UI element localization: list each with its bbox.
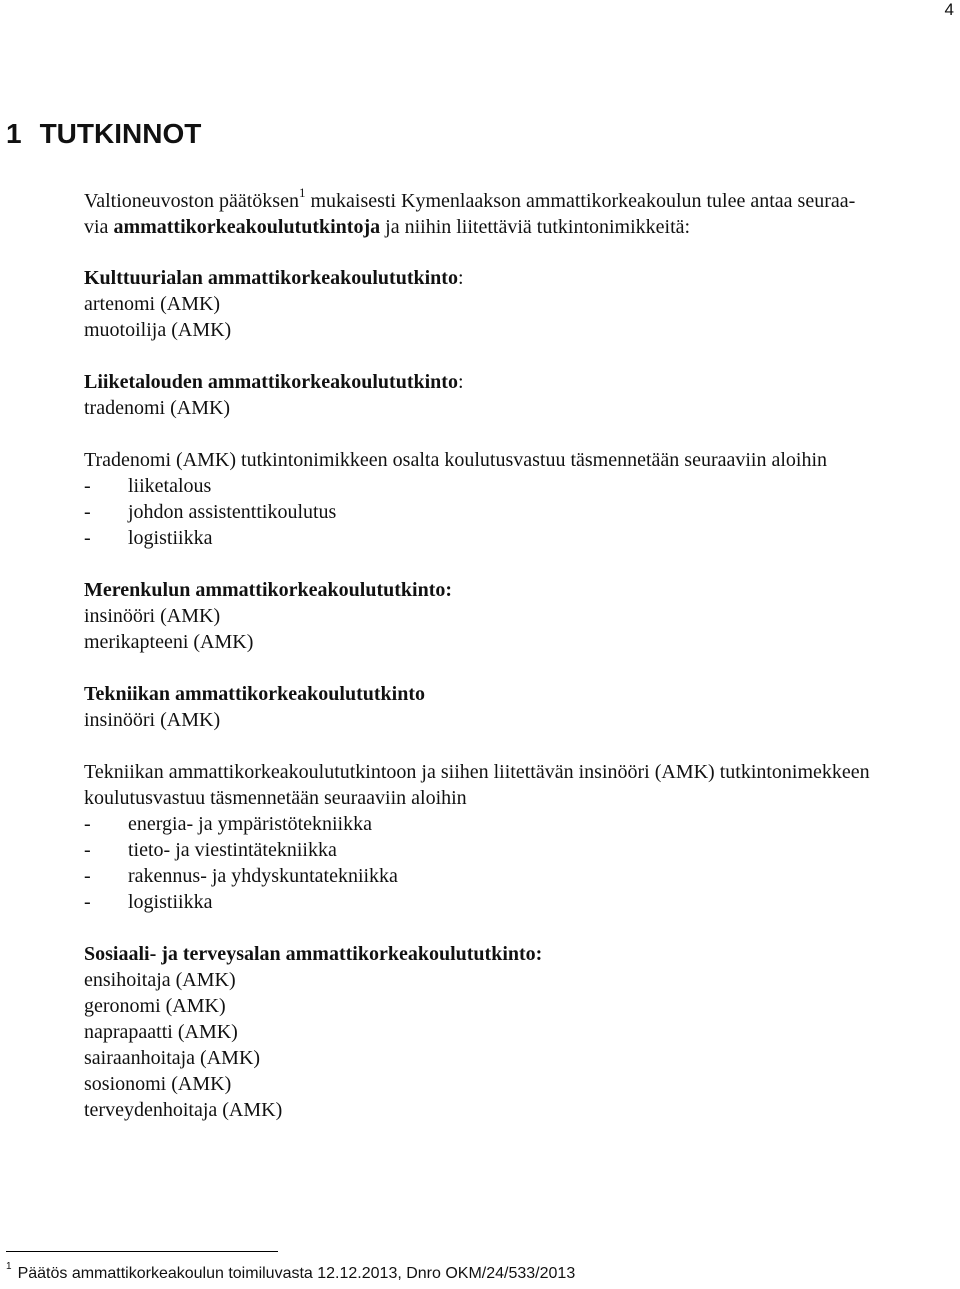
list-item (84, 863, 956, 889)
section-heading-tekniikka (84, 681, 956, 707)
main-content (84, 185, 956, 1123)
tekniikka-note-line-2: koulutusvastuu täsmennetään seuraaviin aloihin (84, 787, 467, 809)
list-text: tieto- ja viestintätekniikka (128, 839, 337, 861)
dash: - (84, 501, 91, 523)
heading-text: Merenkulun ammattikorkeakoulututkinto: (84, 579, 453, 601)
list-text: logistiikka (128, 891, 213, 913)
list-item (84, 473, 956, 499)
degree-item: insinööri (AMK) (84, 709, 221, 731)
footnote-ref[interactable]: 1 (298, 185, 306, 201)
list-item (84, 499, 956, 525)
degree-item: insinööri (AMK) (84, 605, 221, 627)
dash: - (84, 813, 91, 835)
heading-text: Kulttuurialan ammattikorkeakoulututkinto (84, 267, 458, 289)
list-text: rakennus- ja yhdyskuntatekniikka (128, 865, 398, 887)
degree-item: sosionomi (AMK) (84, 1073, 232, 1095)
dash: - (84, 865, 91, 887)
dash: - (84, 527, 91, 549)
intro-text-cont: mukaisesti Kymenlaakson ammattikorkeakoulun tulee antaa seuraa- (305, 190, 856, 212)
list-item (84, 811, 956, 837)
dash: - (84, 475, 91, 497)
list-text: liiketalous (128, 475, 212, 497)
list-text: energia- ja ympäristötekniikka (128, 813, 372, 835)
degree-item: geronomi (AMK) (84, 995, 226, 1017)
section-heading-liiketalous (84, 369, 956, 395)
degree-item: terveydenhoitaja (AMK) (84, 1099, 283, 1121)
chapter-number: 1 (6, 118, 22, 149)
tekniikka-note-line-1: Tekniikan ammattikorkeakoulututkintoon ja siihen liitettävän insinööri (AMK) tutkintonimekkeen (84, 761, 870, 783)
section-heading-sosiaali (84, 941, 956, 967)
intro-text-end: ja niihin liitettäviä tutkintonimikkeitä: (380, 216, 691, 238)
footnote (6, 1260, 576, 1283)
chapter-title: TUTKINNOT (39, 118, 202, 149)
section-heading-kulttuuri (84, 265, 956, 291)
degree-item: tradenomi (AMK) (84, 397, 231, 419)
intro-text: Valtioneuvoston päätöksen (84, 190, 299, 212)
tradenomi-note: Tradenomi (AMK) tutkintonimikkeen osalta koulutusvastuu täsmennetään seuraaviin aloihin (84, 449, 828, 471)
heading-text: Liiketalouden ammattikorkeakoulututkinto (84, 371, 458, 393)
list-item (84, 525, 956, 551)
list-text: johdon assistenttikoulutus (128, 501, 337, 523)
list-item (84, 889, 956, 915)
footnote-text: Päätös ammattikorkeakoulun toimiluvasta 12.12.2013, Dnro OKM/24/533/2013 (17, 1265, 576, 1282)
degree-item: sairaanhoitaja (AMK) (84, 1047, 261, 1069)
degree-item: merikapteeni (AMK) (84, 631, 254, 653)
degree-item: muotoilija (AMK) (84, 319, 232, 341)
page-number: 4 (944, 0, 954, 19)
footnote-number: 1 (6, 1260, 12, 1272)
intro-text: via (84, 216, 114, 238)
intro-line-1 (84, 185, 956, 214)
dash: - (84, 891, 91, 913)
degree-item: artenomi (AMK) (84, 293, 221, 315)
list-item (84, 837, 956, 863)
heading-text: Sosiaali- ja terveysalan ammattikorkeakoulututkinto: (84, 943, 543, 965)
heading-colon: : (457, 267, 464, 289)
intro-bold: ammattikorkeakoulututkintoja (113, 216, 381, 238)
heading-text: Tekniikan ammattikorkeakoulututkinto (84, 683, 426, 705)
list-text: logistiikka (128, 527, 213, 549)
intro-line-2 (84, 214, 956, 240)
chapter-heading (6, 118, 201, 150)
heading-colon: : (457, 371, 464, 393)
degree-item: ensihoitaja (AMK) (84, 969, 236, 991)
dash: - (84, 839, 91, 861)
footnote-separator (6, 1251, 278, 1252)
section-heading-merenkulku (84, 577, 956, 603)
degree-item: naprapaatti (AMK) (84, 1021, 238, 1043)
